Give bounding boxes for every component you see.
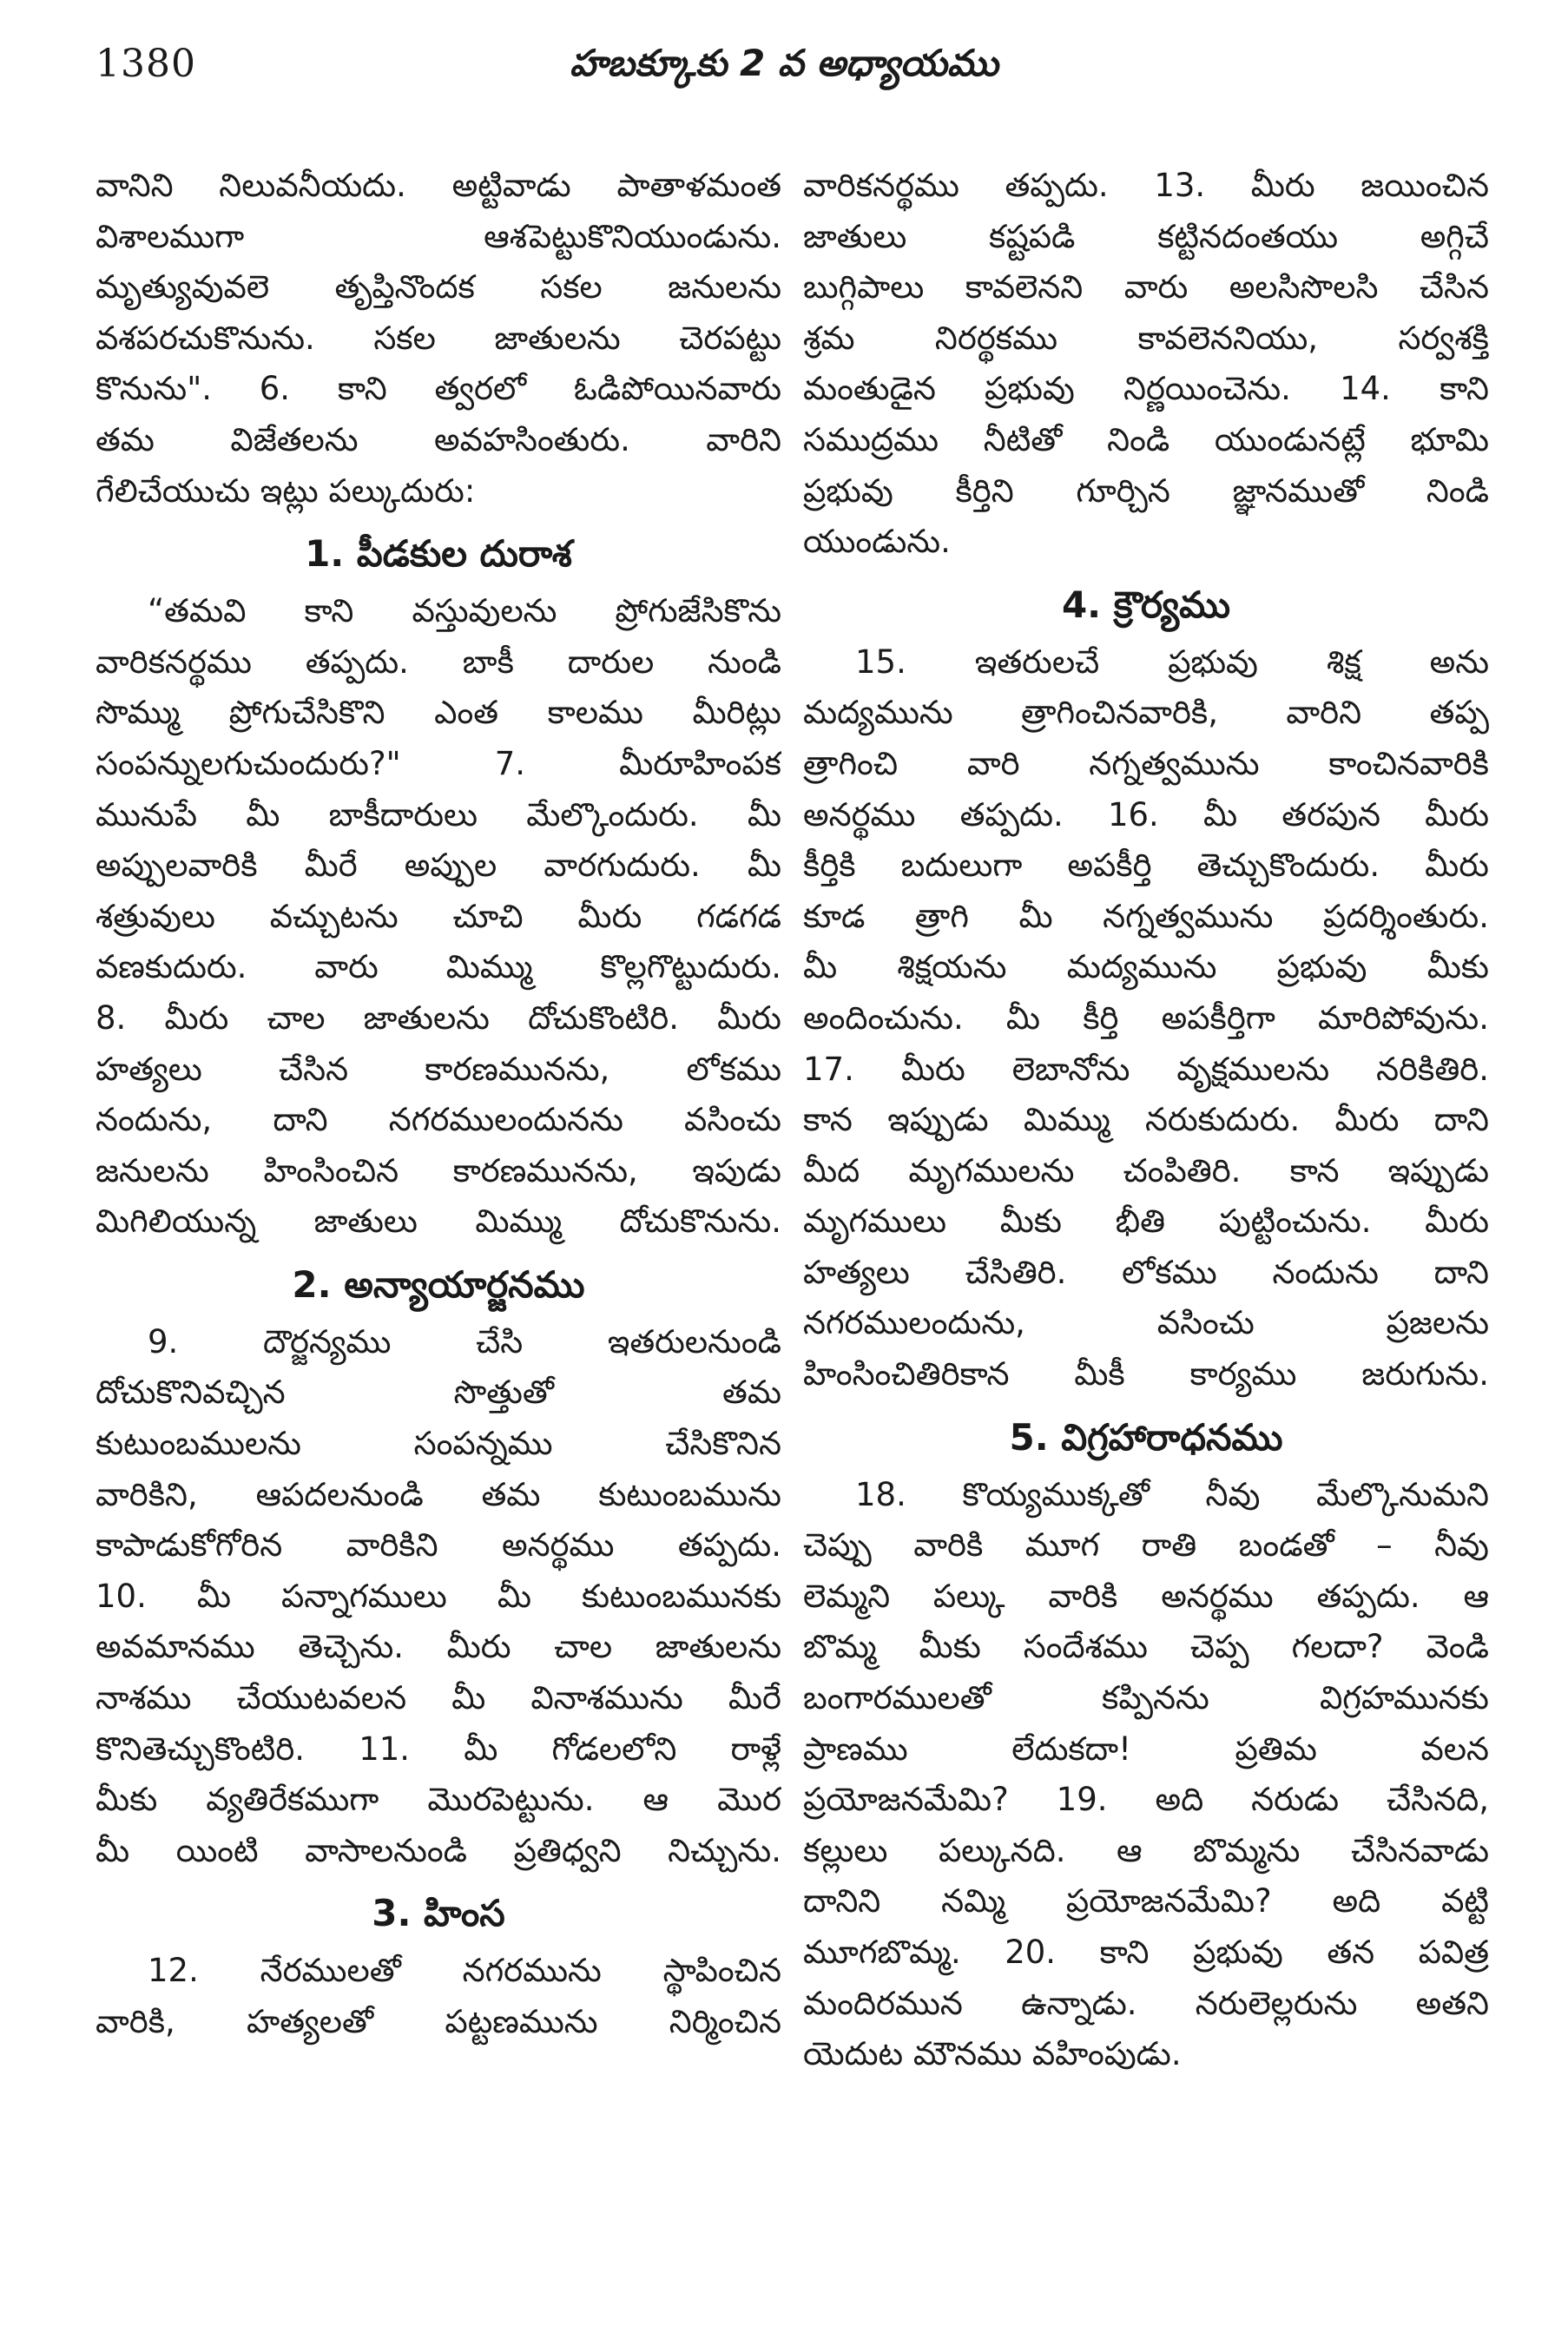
text-line: వారికనర్థము తప్పదు. బాకీ దారుల నుండి [96,642,781,681]
text-line: మునుపే మీ బాకీదారులు మేల్కొందురు. మీ [96,795,781,833]
text-line: గేలిచేయుచు ఇట్లు పల్కుదురు: [96,471,476,510]
text-line: కీర్తికి బదులుగా అపకీర్తి తెచ్చుకొందురు. మీరు [803,847,1489,885]
text-line: జాతులు కష్టపడి కట్టినదంతయు అగ్గిచే [803,217,1489,255]
text-line: అప్పులవారికి మీరే అప్పుల వారగుదురు. మీ [96,847,781,885]
text-line: యెదుట మౌనము వహింపుడు. [803,2035,1182,2073]
text-line: మృగములు మీకు భీతి పుట్టించును. మీరు [803,1202,1489,1241]
text-line: సొమ్ము ప్రోగుచేసికొని ఎంత కాలము మీరిట్లు [96,694,781,732]
text-line: కూడ త్రాగి మీ నగ్నత్వమును ప్రదర్శింతురు. [803,897,1489,935]
text-line: మృత్యువువలె తృప్తినొందక సకల జనులను [96,268,781,306]
text-line: బుగ్గిపాలు కావలెనని వారు అలసిసొలసి చేసిన [803,268,1489,306]
text-line: 10. మీ పన్నాగములు మీ కుటుంబమునకు [96,1577,781,1615]
text-line: మిగిలియున్న జాతులు మిమ్ము దోచుకొనును. [96,1202,781,1241]
text-line: వానిని నిలువనీయదు. అట్టివాడు పాతాళమంత [96,167,781,204]
text-line: ప్రభువు కీర్తిని గూర్చిన జ్ఞానముతో నిండి [803,471,1489,510]
text-line: మందిరమున ఉన్నాడు. నరులెల్లరును అతని [803,1984,1489,2022]
text-line: హత్యలు చేసితిరి. లోకము నందును దాని [803,1253,1489,1291]
text-line: 8. మీరు చాల జాతులను దోచుకొంటిరి. మీరు [96,998,781,1037]
text-line: 17. మీరు లెబానోను వృక్షములను నరికితిరి. [803,1050,1489,1088]
text-line: మీ యింటి వాసాలనుండి ప్రతిధ్వని నిచ్చును. [96,1831,781,1869]
text-line: జనులను హింసించిన కారణమునను, ఇపుడు [96,1151,781,1189]
text-line: అందించును. మీ కీర్తి అపకీర్తిగా మారిపోవును. [803,998,1489,1037]
running-head: హబక్కూకు 2 వ అధ్యాయము [570,42,998,84]
left-column [96,161,781,2048]
section-heading: 1. పీడకుల దురాశ [305,532,572,576]
text-line: చెప్పు వారికి మూగ రాతి బండతో – నీవు [803,1526,1489,1565]
text-line: అనర్థము తప్పదు. 16. మీ తరపున మీరు [803,795,1489,833]
text-line: ప్రాణము లేదుకదా! ప్రతిమ వలన [803,1729,1489,1768]
text-line: నగరములందును, వసించు ప్రజలను [803,1304,1489,1342]
text-line: హత్యలు చేసిన కారణమునను, లోకము [96,1050,781,1088]
text-line: కొనితెచ్చుకొంటిరి. 11. మీ గోడలలోని రాళ్లే [96,1729,781,1768]
text-line: మూగబొమ్మ. 20. కాని ప్రభువు తన పవిత్ర [803,1934,1489,1971]
section-heading: 5. విగ్రహారాధనము [1009,1415,1283,1459]
text-line: త్రాగించి వారి నగ్నత్వమును కాంచినవారికి [803,744,1489,782]
text-line: అవమానము తెచ్చెను. మీరు చాల జాతులను [96,1628,781,1666]
text-line: ప్రయోజనమేమి? 19. అది నరుడు చేసినది, [803,1781,1489,1819]
text-line: బొమ్మ మీకు సందేశము చెప్ప గలదా? వెండి [803,1628,1489,1666]
section-heading: 2. అన్యాయార్జనము [292,1262,585,1306]
text-line: వణకుదురు. వారు మిమ్ము కొల్లగొట్టుదురు. [96,948,781,986]
right-column [803,161,1489,2080]
page-number: 1380 [96,42,196,86]
text-line: కాన ఇప్పుడు మిమ్ము నరుకుదురు. మీరు దాని [803,1101,1489,1139]
text-line: కుటుంబములను సంపన్నము చేసికొనిన [96,1425,781,1463]
text-line: కల్లులు పల్కునది. ఆ బొమ్మను చేసినవాడు [803,1831,1489,1869]
text-line: వారికి, హత్యలతో పట్టణమును నిర్మించిన [96,2003,781,2040]
text-line: సంపన్నులగుచుందురు?" 7. మీరూహింపక [96,744,781,782]
section-heading: 3. హింస [372,1892,505,1935]
section-heading: 4. క్రౌర్యము [1061,583,1231,626]
text-line: యుండును. [803,523,951,561]
text-line: 9. దౌర్జన్యము చేసి ఇతరులనుండి [148,1322,781,1360]
text-line: శత్రువులు వచ్చుటను చూచి మీరు గడగడ [96,897,781,935]
text-line: వారికనర్థము తప్పదు. 13. మీరు జయించిన [803,167,1489,204]
text-line: దానిని నమ్మి ప్రయోజనమేమి? అది వట్టి [803,1882,1489,1920]
text-line: 15. ఇతరులచే ప్రభువు శిక్ష అను [855,642,1489,681]
text-line: మీద మృగములను చంపితిరి. కాన ఇప్పుడు [803,1151,1489,1189]
text-line: శ్రమ నిరర్థకము కావలెననియు, సర్వశక్తి [803,319,1489,357]
text-line: దోచుకొనివచ్చిన సొత్తుతో తమ [96,1374,781,1412]
text-line: తమ విజేతలను అవహసింతురు. వారిని [96,420,781,458]
text-line: లెమ్మని పల్కు వారికి అనర్థము తప్పదు. ఆ [803,1577,1489,1615]
text-line: 12. నేరములతో నగరమును స్థాపించిన [148,1952,781,1990]
text-line: నాశము చేయుటవలన మీ వినాశమును మీరే [96,1679,781,1717]
text-line: మీకు వ్యతిరేకముగా మొరపెట్టును. ఆ మొర [96,1781,781,1819]
text-line: మద్యమును త్రాగించినవారికి, వారిని తప్ప [803,694,1489,732]
text-line: వారికిని, ఆపదలనుండి తమ కుటుంబమును [96,1475,781,1513]
text-line: మీ శిక్షయను మద్యమును ప్రభువు మీకు [803,948,1489,986]
text-line: “తమవి కాని వస్తువులను ప్రోగుజేసికొను [148,592,781,630]
text-line: 18. కొయ్యముక్కతో నీవు మేల్కొనుమని [855,1475,1489,1513]
text-line: హింసించితిరికాన మీకీ కార్యము జరుగును. [803,1355,1489,1393]
text-line: బంగారములతో కప్పినను విగ్రహమునకు [803,1679,1489,1717]
text-line: వశపరచుకొనును. సకల జాతులను చెరపట్టు [96,319,781,357]
text-line: కాపాడుకోగోరిన వారికిని అనర్థము తప్పదు. [96,1526,781,1565]
text-line: కొనును". 6. కాని త్వరలో ఓడిపోయినవారు [96,370,781,408]
text-line: విశాలముగా ఆశపెట్టుకొనియుండును. [96,217,781,255]
text-line: నందును, దాని నగరములందునను వసించు [96,1101,781,1139]
text-line: మంతుడైన ప్రభువు నిర్ణయించెను. 14. కాని [803,370,1489,408]
text-line: సముద్రము నీటితో నిండి యుండునట్లే భూమి [803,420,1489,458]
